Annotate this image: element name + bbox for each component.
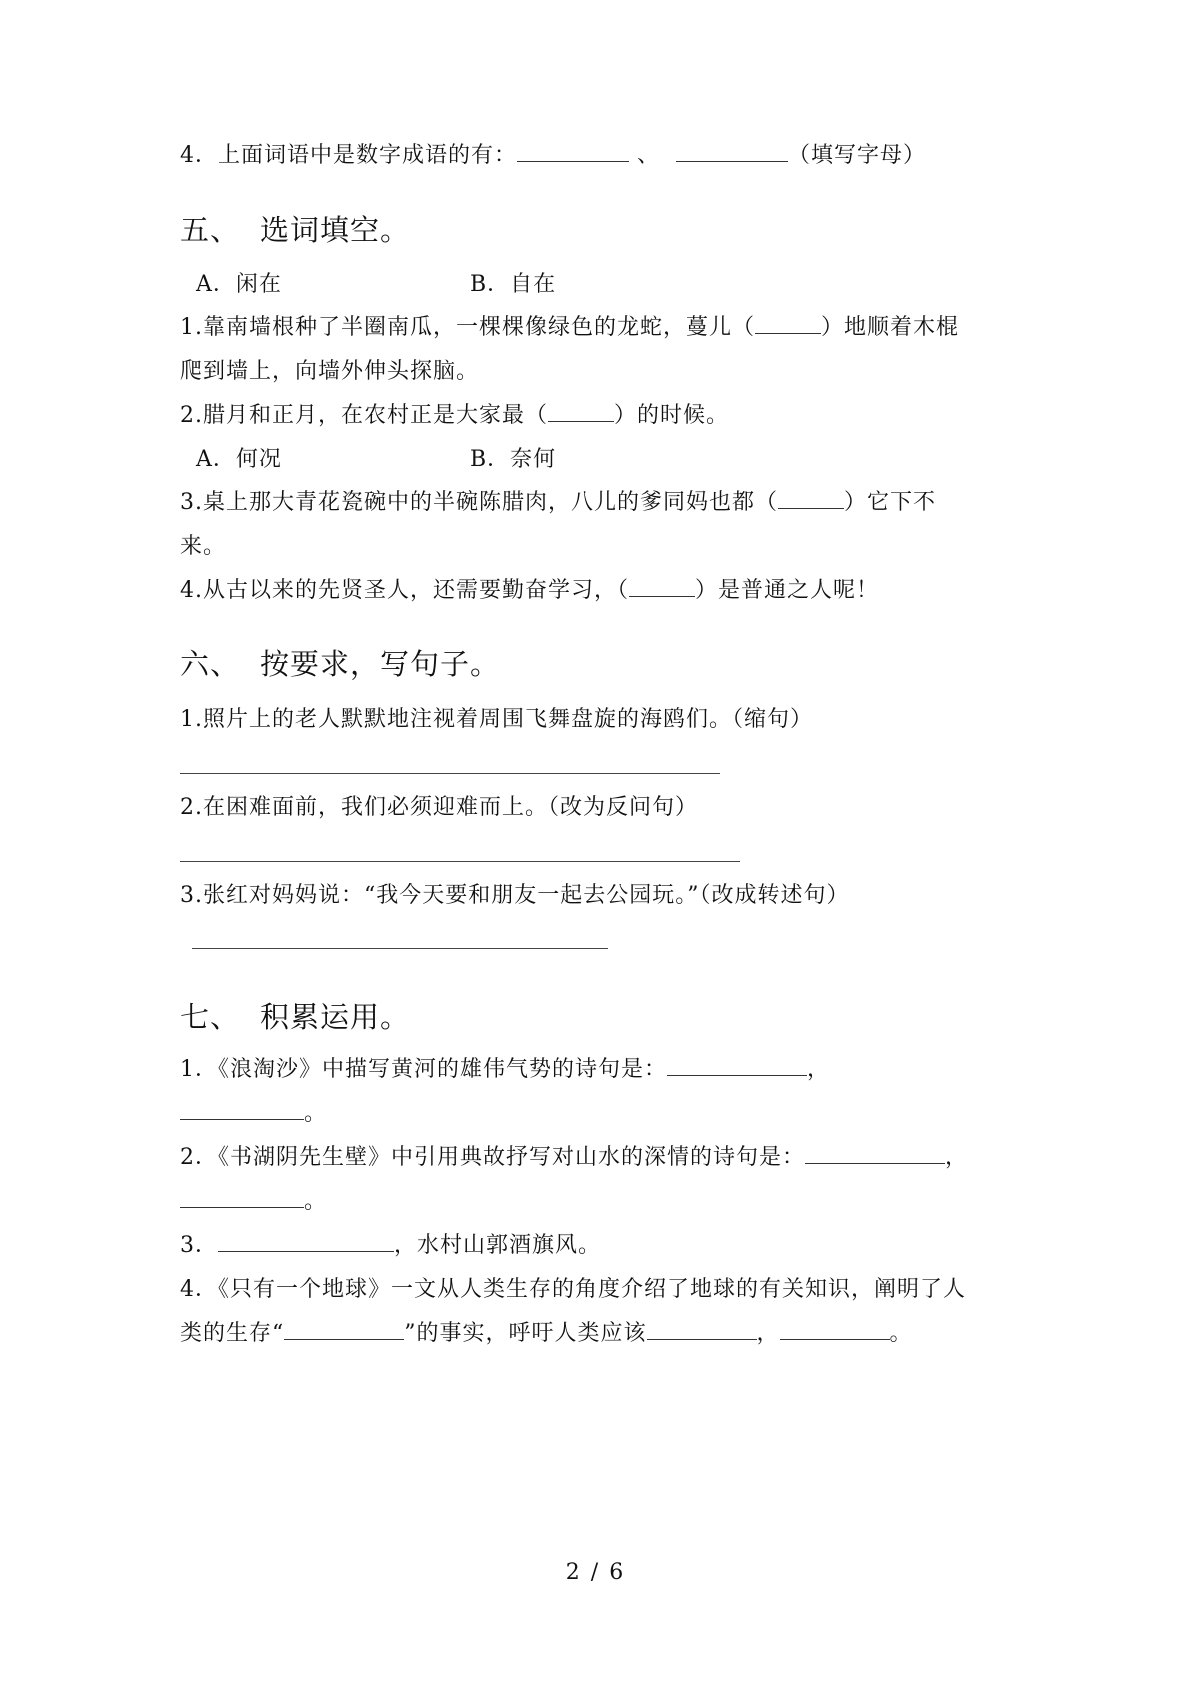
section-6-question-1: 1.照片上的老人默默地注视着周围飞舞盘旋的海鸥们。（缩句） bbox=[180, 707, 813, 732]
answer-blank[interactable] bbox=[629, 576, 695, 597]
section-5-question-1: 1.靠南墙根种了半圈南瓜，一棵棵像绿色的龙蛇，蔓儿（ ）地顺着木棍 bbox=[180, 315, 960, 340]
section-5-question-2: 2.腊月和正月，在农村正是大家最（ ）的时候。 bbox=[180, 403, 730, 428]
question-4-numeric-idioms: 4．上面词语中是数字成语的有： 、 （填写字母） bbox=[180, 143, 927, 168]
answer-blank[interactable] bbox=[517, 141, 629, 162]
section-7-question-4-cont: 类的生存“ ”的事实，呼吁人类应该 ， 。 bbox=[180, 1321, 913, 1346]
answer-blank[interactable] bbox=[647, 1319, 757, 1340]
section-7-question-1-cont: 。 bbox=[180, 1099, 327, 1129]
answer-blank[interactable] bbox=[548, 401, 614, 422]
section-7-question-3: 3． ，水村山郭酒旗风。 bbox=[180, 1233, 602, 1258]
section-7-question-4: 4．《只有一个地球》一文从人类生存的角度介绍了地球的有关知识，阐明了人 bbox=[180, 1277, 966, 1302]
answer-blank[interactable] bbox=[180, 1099, 304, 1120]
answer-blank[interactable] bbox=[755, 313, 821, 334]
section-6-heading: 六、 按要求，写句子。 bbox=[180, 647, 501, 681]
answer-blank[interactable] bbox=[284, 1319, 404, 1340]
answer-line[interactable] bbox=[192, 948, 608, 949]
page-number: 2 / 6 bbox=[565, 1560, 626, 1585]
section-7-heading: 七、 积累运用。 bbox=[180, 1000, 411, 1034]
section-7-question-1: 1．《浪淘沙》中描写黄河的雄伟气势的诗句是： ， bbox=[180, 1057, 831, 1082]
answer-blank[interactable] bbox=[218, 1231, 394, 1252]
answer-blank[interactable] bbox=[667, 1055, 807, 1076]
section-7-question-2-cont: 。 bbox=[180, 1187, 327, 1217]
section-5-question-3: 3.桌上那大青花瓷碗中的半碗陈腊肉，八儿的爹同妈也都（ ）它下不 bbox=[180, 490, 937, 515]
option-b: B．自在 bbox=[470, 272, 557, 297]
answer-blank[interactable] bbox=[778, 488, 844, 509]
answer-blank[interactable] bbox=[780, 1319, 890, 1340]
section-7-question-2: 2．《书湖阴先生壁》中引用典故抒写对山水的深情的诗句是： ， bbox=[180, 1145, 969, 1170]
section-6-question-3: 3.张红对妈妈说：“我今天要和朋友一起去公园玩。”（改成转述句） bbox=[180, 883, 850, 908]
answer-blank[interactable] bbox=[676, 141, 788, 162]
section-5-question-3-cont: 来。 bbox=[180, 534, 227, 559]
answer-line[interactable] bbox=[180, 861, 740, 862]
section-5-question-4: 4.从古以来的先贤圣人，还需要勤奋学习，（ ）是普通之人呢！ bbox=[180, 578, 880, 603]
option-b: B．奈何 bbox=[470, 447, 557, 472]
section-6-question-2: 2.在困难面前，我们必须迎难而上。（改为反问句） bbox=[180, 795, 698, 820]
section-5-heading: 五、 选词填空。 bbox=[180, 213, 411, 247]
option-a: A．何况 bbox=[196, 447, 282, 472]
option-a: A．闲在 bbox=[196, 272, 282, 297]
section-5-question-1-cont: 爬到墙上，向墙外伸头探脑。 bbox=[180, 359, 480, 384]
answer-blank[interactable] bbox=[805, 1143, 945, 1164]
answer-line[interactable] bbox=[180, 773, 720, 774]
answer-blank[interactable] bbox=[180, 1187, 304, 1208]
